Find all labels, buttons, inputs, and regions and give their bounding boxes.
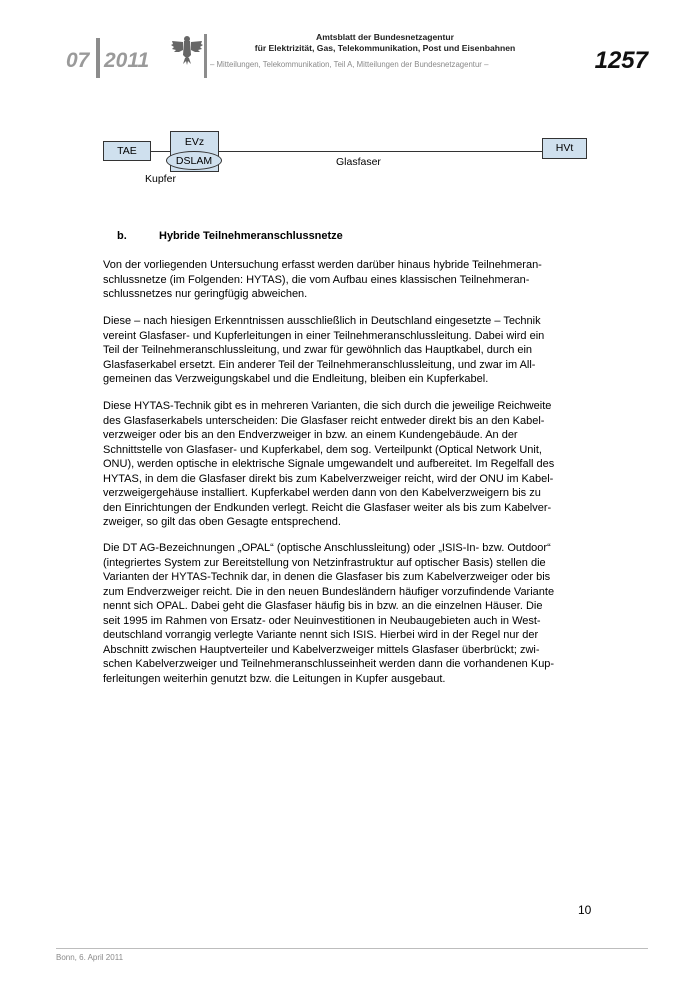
paragraph-2 xyxy=(103,314,598,387)
text-line: Die DT AG-Bezeichnungen „OPAL“ (optische Anschlussleitung) oder „ISIS-In- bzw. Outdoor“ xyxy=(103,542,551,554)
paragraph-3 xyxy=(103,399,598,530)
text-line: Glasfaserkabel ersetzt. Ein anderer Teil der Teilnehmeranschlussleitung, und zwar im All- xyxy=(103,358,536,371)
hvt-box: HVt xyxy=(542,138,587,159)
text-line: Von der vorliegenden Untersuchung erfasst werden darüber hinaus hybride Teilnehmeran- xyxy=(103,259,542,271)
text-line: deutschland vorrangig verlegte Variante nennt sich ISIS. Hierbei wird in der Regel nur der xyxy=(103,629,539,641)
glasfaser-label: Glasfaser xyxy=(336,156,381,168)
text-line: Abschnitt zwischen Hauptverteiler und Kabelverzweiger mittels Glasfaser überbrückt; zwi- xyxy=(103,643,540,656)
dslam-ellipse: DSLAM xyxy=(166,151,222,170)
text-line: gemeinen das Verzweigungskabel und die Endleitung, bleiben ein Kupferkabel. xyxy=(103,373,489,385)
text-line: zum Endverzweiger reicht. Die in den neuen Bundesländern häufiger vorzufindende Variante xyxy=(103,585,555,598)
gazette-title: Amtsblatt der Bundesnetzagentur xyxy=(316,32,454,42)
text-line: HYTAS, in dem die Glasfaser direkt bis zum Kabelverzweiger reicht, wird der ONU im Kabel- xyxy=(103,472,554,485)
section-descriptor: – Mitteilungen, Telekommunikation, Teil A, Mitteilungen der Bundesnetzagentur – xyxy=(210,60,489,69)
text-line: verzweigergehäuse installiert. Kupferkabel werden dann von den Kabelverzweigern bis zu xyxy=(103,487,541,499)
footer-date: Bonn, 6. April 2011 xyxy=(56,953,124,962)
text-line: verzweiger oder bis an den Endverzweiger in bzw. an einem Kundengebäude. An der xyxy=(103,429,518,441)
network-diagram xyxy=(0,0,700,200)
text-line: Teil der Teilnehmeranschlussleitung, und zwar für gewöhnlich das Hauptkabel, durch ein xyxy=(103,344,533,356)
tae-evz-line xyxy=(150,151,170,152)
text-line: schen Kabelverzweiger und Teilnehmeranschlusseinheit werden dann die vorhandenen Kup- xyxy=(103,658,555,670)
text-line: Schnittstelle von Glasfaser- und Kupferkabel, dem sog. Verteilpunkt (Optical Network Unit, xyxy=(103,443,542,456)
text-line: des Glasfaserkabels unterscheiden: Die Glasfaser reicht entweder direkt bis an den Kabel- xyxy=(103,414,545,427)
glasfaser-line xyxy=(218,151,543,152)
text-line: nennt sich OPAL. Dabei geht die Glasfaser häufig bis in bzw. an die einzelnen Häuser. Die xyxy=(103,600,543,612)
issue-number: 07 xyxy=(66,49,90,72)
text-line: Varianten der HYTAS-Technik dar, in denen die Glasfaser bis zum Kabelverzweiger oder bis xyxy=(103,571,551,583)
text-line: Diese HYTAS-Technik gibt es in mehreren Varianten, die sich durch die jeweilige Reichweite xyxy=(103,400,552,412)
gazette-subtitle: für Elektrizität, Gas, Telekommunikation, Post und Eisenbahnen xyxy=(254,43,516,53)
section-letter: b. xyxy=(117,230,127,242)
document-page-number: 10 xyxy=(578,903,592,917)
issue-year: 2011 xyxy=(104,49,150,72)
paragraph-1 xyxy=(103,258,598,302)
text-line: vereint Glasfaser- und Kupferleitungen in einer Teilnehmeranschlussleitung. Dabei wird ein xyxy=(103,329,545,342)
text-line: den Einrichtungen der Endkunden verlegt. Reicht die Glasfaser weiter als bis zum Kabelver- xyxy=(103,501,552,514)
section-title: Hybride Teilnehmeranschlussnetze xyxy=(159,230,343,242)
text-line: schlussnetzes nur geringfügig abweichen. xyxy=(103,288,308,300)
kupfer-label: Kupfer xyxy=(145,173,176,185)
text-line: seit 1995 im Rahmen von Ersatz- oder Neuinvestitionen in Neubaugebieten auch in West- xyxy=(103,614,541,627)
evz-label: EVz xyxy=(184,136,205,148)
text-line: schlussnetze (im Folgenden: HYTAS), die vom Aufbau eines klassischen Teilnehmeran- xyxy=(103,273,530,286)
text-line: zweiger, so gilt das oben Gesagte entsprechend. xyxy=(103,516,341,528)
paragraph-4 xyxy=(103,541,598,686)
text-line: Diese – nach hiesigen Erkenntnissen ausschließlich in Deutschland eingesetzte – Technik xyxy=(103,315,541,327)
tae-box: TAE xyxy=(103,141,151,161)
text-line: ferleitungen weiterhin genutzt bzw. die Leitungen in Kupfer ausgebaut. xyxy=(103,672,446,685)
gazette-page-number: 1257 xyxy=(594,47,648,74)
text-line: (integriertes System zur Bereitstellung von Netzinfrastruktur auf optischer Basis) stellen die xyxy=(103,556,546,569)
text-line: ONU), werden optische in elektrische Signale umgewandelt und aufbereitet. Im Regelfall des xyxy=(103,458,555,470)
footer-divider xyxy=(56,948,648,949)
